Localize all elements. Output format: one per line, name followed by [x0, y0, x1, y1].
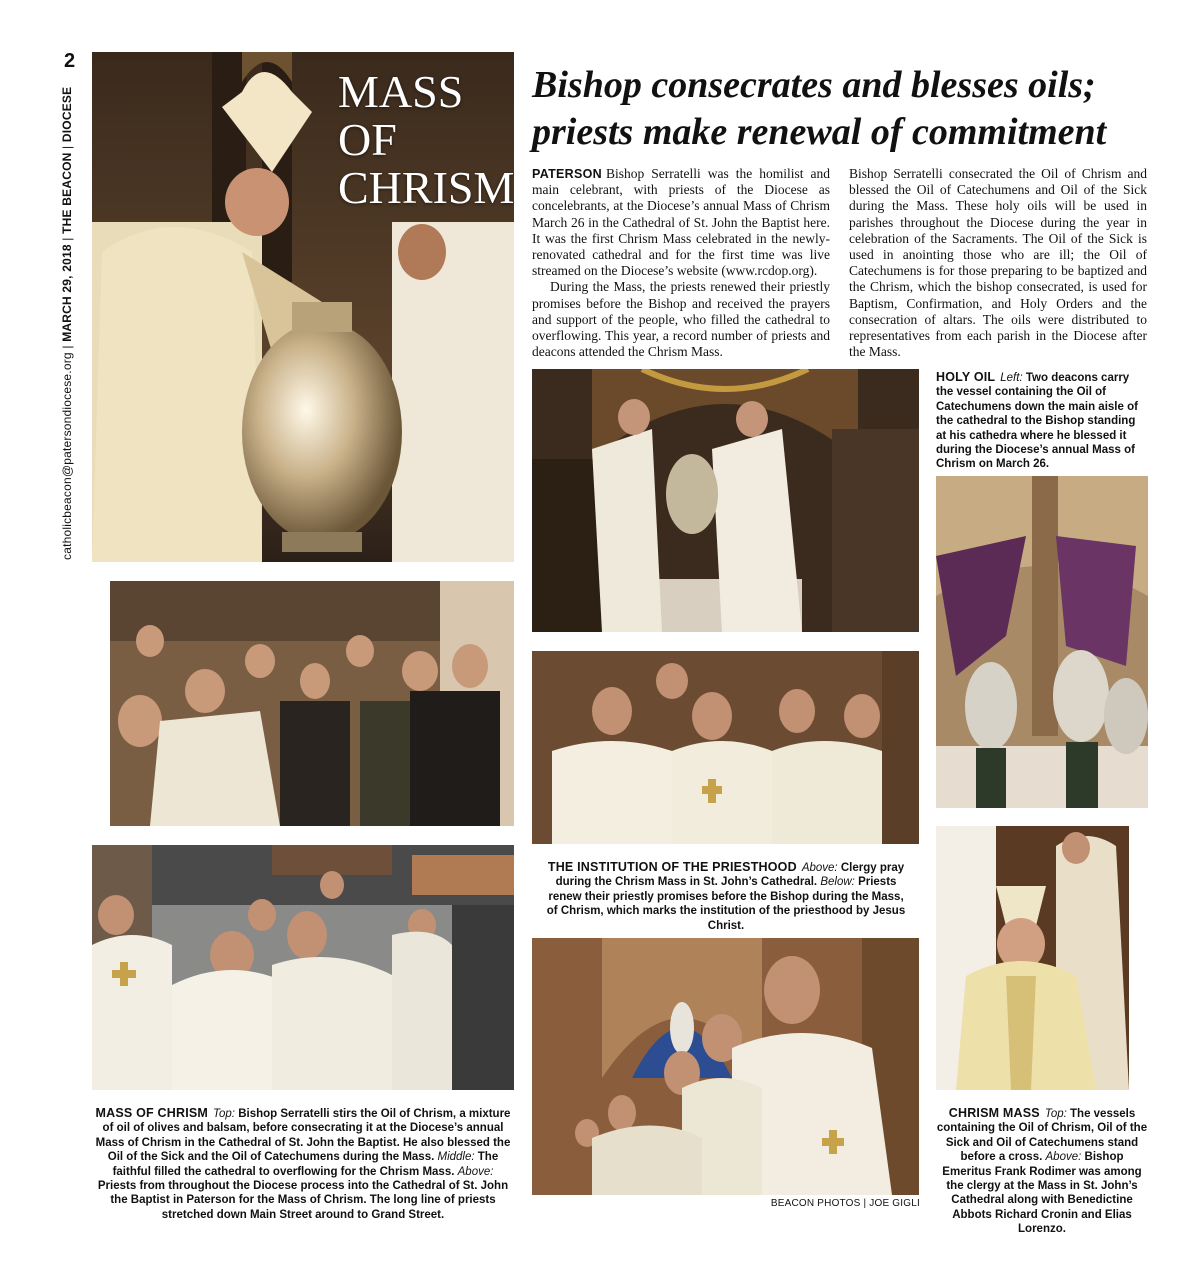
photo-clergy-pray [532, 651, 919, 844]
dateline: PATERSON [532, 167, 602, 181]
caption-chrism-mass: CHRISM MASS Top: The vessels containing the Oil of Chrism, Oil of the Sick and Oil of Catechumens stand before a cross. Above: Bishop Emeritus Frank Rodimer was among the clergy at the Mass in St. John’s Cathedral along with Benedictine Abbots Richard Cronin and Elias Lorenzo. [936, 1106, 1148, 1236]
folio-site: catholicbeacon@patersondiocese.org [60, 352, 74, 560]
caption-holy-oil: HOLY OIL Left: Two deacons carry the vessel containing the Oil of Catechumens down the main aisle of the cathedral to the Bishop standing at his cathedra where he blessed it during the Diocese’s annual Mass of Chrism on March 26. [936, 370, 1138, 471]
caption-mass-of-chrism: MASS OF CHRISM Top: Bishop Serratelli stirs the Oil of Chrism, a mixture of oil of olives and balsam, before consecrating it at the Diocese’s annual Mass of Chrism in the Cathedral of St. John the Baptist. He also blessed the Oil of the Sick and the Oil of Catechumens during the Mass. Middle: The faithful filled the cathedral to overflowing for the Chrism Mass. Above: Priests from throughout the Diocese process into the Cathedral of St. John the Baptist in Paterson for the Mass of Chrism. The long line of priests stretched down Main Street around to Grand Street. [95, 1106, 511, 1221]
headline: Bishop consecrates and blesses oils; priests make renewal of commitment [532, 64, 1107, 153]
folio-date: MARCH 29, 2018 [60, 244, 74, 342]
photo-deacons-carry-vessel [532, 369, 919, 632]
photo-priests-process [92, 845, 514, 1090]
article-column-2: Bishop Serratelli consecrated the Oil of Chrism and blessed the Oil of Catechumens and Oil of the Sick during the Mass. These holy oils will be used in parishes throughout the Diocese during the year in celebration of the Sacraments. The Oil of the Sick is used in anointing those who are ill; the Oil of Catechumens is for those preparing to be baptized and the Chrism, which the bishop consecrated, is used for Baptism, Confirmation, and Holy Orders and the consecration of altars. The oils were distributed to representatives from each parish in the Diocese after the Mass. [849, 166, 1147, 360]
photo-bishop-emeritus [936, 826, 1129, 1090]
photo-priests-renew-promises [532, 938, 919, 1195]
caption-institution: THE INSTITUTION OF THE PRIESTHOOD Above: Clergy pray during the Chrism Mass in St. John’s Cathedral. Below: Priests renew their priestly promises before the Bishop during the Mass, of Chrism, which marks the institution of the priesthood by Jesus Christ. [546, 860, 906, 932]
feature-title: MASS OF CHRISM [338, 66, 515, 213]
page-number: 2 [64, 50, 76, 72]
folio-section: DIOCESE [60, 86, 74, 143]
photo-credit: BEACON PHOTOS | JOE GIGLI [770, 1198, 920, 1209]
photo-vessels-before-cross [936, 476, 1148, 808]
photo-faithful-fill-cathedral [110, 581, 514, 826]
article-column-1: PATERSON Bishop Serratelli was the homilist and main celebrant, with priests of the Diocese as concelebrants, at the Diocese’s annual Mass of Chrism March 26 in the Cathedral of St. John the Baptist here. It was the first Chrism Mass celebrated in the newly-renovated cathedral and for the first time was live streamed on the Diocese’s website (www.rcdop.org). During the Mass, the priests renewed their priestly promises before the Bishop and received the prayers and support of the people, who filled the cathedral to overflowing. This year, a record number of priests and deacons attended the Chrism Mass. [532, 166, 830, 360]
folio-paper: THE BEACON [60, 152, 74, 234]
folio: catholicbeacon@patersondiocese.org | MARCH 29, 2018 | THE BEACON | DIOCESE [60, 86, 74, 560]
